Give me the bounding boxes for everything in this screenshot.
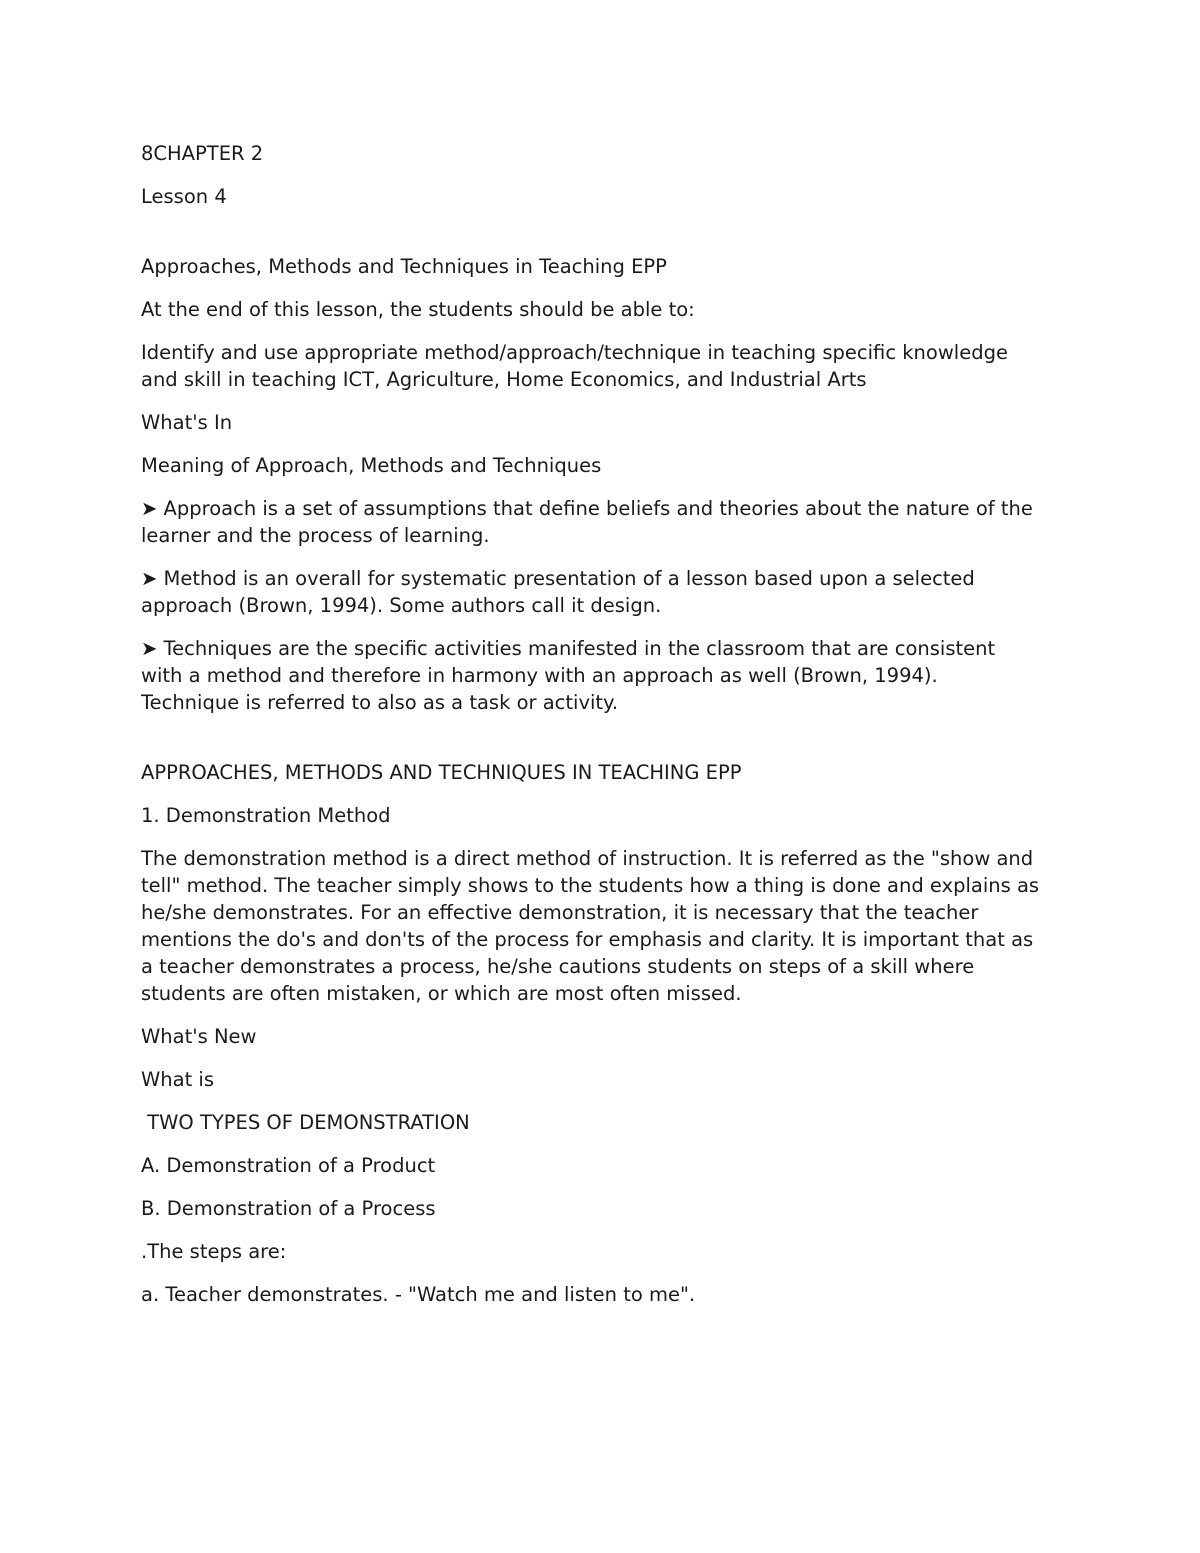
objective-text: Identify and use appropriate method/approach/technique in teaching specific knowledge and skill in teaching ICT, Agriculture, Home Economics, and Industrial Arts xyxy=(141,341,1008,391)
section-heading: APPROACHES, METHODS AND TECHNIQUES IN TEACHING EPP xyxy=(141,761,742,784)
arrowhead-bullet-icon: ➤ xyxy=(141,567,158,590)
bullet-item-method xyxy=(141,565,1041,619)
two-types-heading: TWO TYPES OF DEMONSTRATION xyxy=(141,1111,470,1134)
whats-in-heading: What's In xyxy=(141,411,233,434)
step-a-item: a. Teacher demonstrates. - "Watch me and listen to me". xyxy=(141,1283,696,1306)
what-is-label: What is xyxy=(141,1068,215,1091)
type-a-item: A. Demonstration of a Product xyxy=(141,1154,436,1177)
document-body xyxy=(141,140,1041,1324)
type-b-item: B. Demonstration of a Process xyxy=(141,1197,436,1220)
method-body: The demonstration method is a direct method of instruction. It is referred as the "show and tell" method. The teacher simply shows to the students how a thing is done and explains as he/she demonstrates. For an effective demonstration, it is necessary that the teacher mentions the do's and don'ts of the process for emphasis and clarity. It is important that as a teacher demonstrates a process, he/she cautions students on steps of a skill where students are often mistaken, or which are most often missed. xyxy=(141,847,1040,1005)
spacer xyxy=(141,226,1041,253)
method-heading: 1. Demonstration Method xyxy=(141,804,391,827)
steps-intro: .The steps are: xyxy=(141,1240,287,1263)
bullet-text: Approach is a set of assumptions that define beliefs and theories about the nature of the learner and the process of learning. xyxy=(141,497,1033,547)
lesson-label: Lesson 4 xyxy=(141,185,227,208)
meaning-heading: Meaning of Approach, Methods and Techniques xyxy=(141,454,602,477)
spacer xyxy=(141,732,1041,759)
arrowhead-bullet-icon: ➤ xyxy=(141,497,158,520)
lesson-title: Approaches, Methods and Techniques in Teaching EPP xyxy=(141,255,667,278)
objective-intro: At the end of this lesson, the students should be able to: xyxy=(141,298,695,321)
bullet-text: Method is an overall for systematic presentation of a lesson based upon a selected approach (Brown, 1994). Some authors call it design. xyxy=(141,567,975,617)
arrowhead-bullet-icon: ➤ xyxy=(141,637,158,660)
chapter-label: 8CHAPTER 2 xyxy=(141,142,264,165)
bullet-text: Techniques are the specific activities manifested in the classroom that are consistent with a method and therefore in harmony with an approach as well (Brown, 1994). Technique is referred to also as a task or activity. xyxy=(141,637,996,714)
whats-new-heading: What's New xyxy=(141,1025,257,1048)
bullet-item-approach xyxy=(141,495,1041,549)
bullet-item-techniques xyxy=(141,635,1041,716)
